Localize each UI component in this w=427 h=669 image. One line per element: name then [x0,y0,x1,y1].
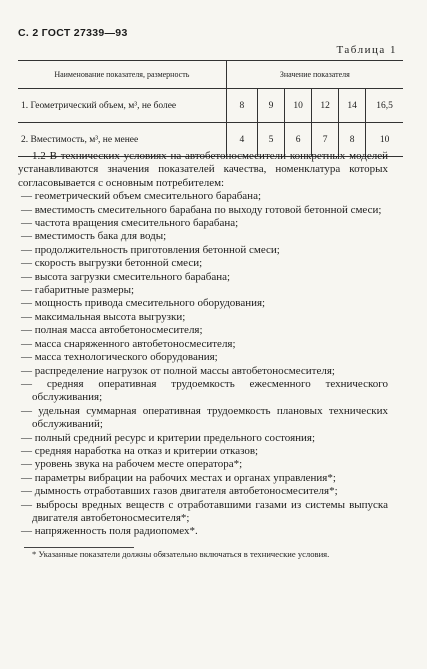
row-value: 16,5 [366,89,403,123]
row-value: 14 [339,89,366,123]
row-value: 9 [258,89,285,123]
row-name: 2. Вместимость, м³, не менее [18,123,226,157]
value-column-header: Значение показателя [226,61,403,89]
list-item: — геометрический объем смесительного барабана; [21,190,262,203]
page-header: С. 2 ГОСТ 27339—93 [18,27,128,39]
list-item: — полный средний ресурс и критерии предельного состояния; [21,431,316,444]
row-value: 10 [285,89,312,123]
table-row [18,89,403,123]
list-item: — выбросы вредных веществ с отработавшими газами из системы выпуска двигателя автобетоносмесителя*; [21,498,388,524]
list-item: — вместимость смесительного барабана по выходу готовой бетонной смеси; [21,203,382,216]
footnote-divider [24,547,134,548]
list-item: — частота вращения смесительного барабана; [21,217,239,230]
list-item: — распределение нагрузок от полной массы автобетоносмесителя; [21,364,335,377]
row-value: 12 [312,89,339,123]
list-item: — максимальная высота выгрузки; [21,310,186,323]
list-item: — напряженность поля радиопомех*. [21,525,198,538]
list-item: — вместимость бака для воды; [21,230,167,243]
spec-table [18,60,403,157]
list-item: — уровень звука на рабочем месте оператора*; [21,458,243,471]
intro-paragraph: 1.2 В технических условиях на автобетоносмесители конкретных моделей устанавливаются значения показателей качества, номенклатура которых согласовывается с основным потребителем: [18,150,388,189]
list-item: — продолжительность приготовления бетонной смеси; [21,243,280,256]
list-item: — масса снаряженного автобетоносмесителя; [21,337,236,350]
row-value: 4 [226,123,257,157]
row-name: 1. Геометрический объем, м³, не более [18,89,226,123]
list-item: — дымность отработавших газов двигателя автобетоносмесителя*; [21,485,338,498]
table-header-row [18,61,403,89]
table-caption: Таблица 1 [336,44,397,56]
list-item: — мощность привода смесительного оборудования; [21,297,266,310]
list-item: — скорость выгрузки бетонной смеси; [21,257,203,270]
row-value: 6 [285,123,312,157]
row-value: 8 [226,89,257,123]
list-item: — высота загрузки смесительного барабана; [21,270,231,283]
list-item: — полная масса автобетоносмесителя; [21,324,203,337]
list-item: — параметры вибрации на рабочих местах и органах управления*; [21,471,336,484]
row-value: 8 [339,123,366,157]
list-item: — масса технологического оборудования; [21,351,218,364]
row-value: 7 [312,123,339,157]
list-item: — удельная суммарная оперативная трудоемкость плановых технических обслуживаний; [21,404,388,431]
list-item: — средняя наработка на отказ и критерии отказов; [21,444,259,457]
footnote-text: * Указанные показатели должны обязательно включаться в технические условия. [32,549,330,559]
body-text [18,150,388,539]
list-item: — средняя оперативная трудоемкость ежесменного технического обслуживания; [21,377,388,404]
footnote [18,549,390,560]
list-item: — габаритные размеры; [21,284,135,297]
row-value: 5 [258,123,285,157]
name-column-header: Наименование показателя, размерность [18,61,226,89]
row-value: 10 [366,123,403,157]
